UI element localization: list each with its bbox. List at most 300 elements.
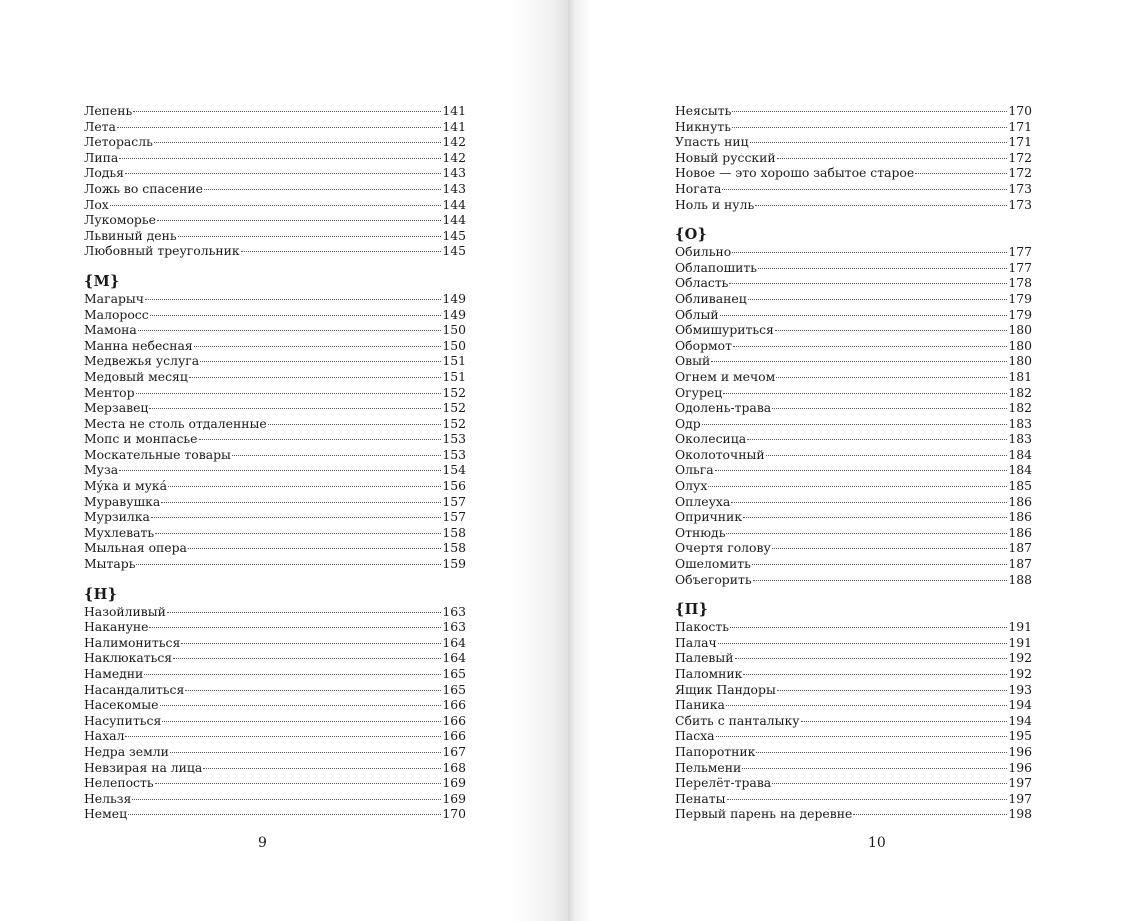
entry-term: Область xyxy=(675,275,729,291)
dot-leader xyxy=(772,408,1007,409)
entry-term: Сбить с панталыку xyxy=(675,712,800,728)
entry-term: Нелепость xyxy=(84,775,154,791)
entry-term: Пакость xyxy=(675,619,729,635)
entry-term: Очертя голову xyxy=(675,540,771,556)
entry-term: Мытарь xyxy=(84,556,136,572)
dot-leader xyxy=(155,783,442,784)
entry-term: Папоротник xyxy=(675,743,756,759)
dot-leader xyxy=(117,127,441,128)
index-group xyxy=(84,103,466,259)
dot-leader xyxy=(715,470,1008,471)
dot-leader xyxy=(748,299,1008,300)
entry-page-number: 142 xyxy=(442,149,466,165)
index-group xyxy=(675,601,1032,822)
index-entry xyxy=(84,728,466,744)
section-letter-heading: {Н} xyxy=(84,585,118,603)
index-entry xyxy=(84,744,466,760)
entry-term: Олух xyxy=(675,478,708,494)
index-group xyxy=(84,586,466,822)
entry-page-number: 142 xyxy=(442,134,466,150)
entry-page-number: 180 xyxy=(1008,353,1032,369)
index-entry xyxy=(84,181,466,197)
entry-page-number: 186 xyxy=(1008,509,1032,525)
index-entry xyxy=(675,744,1032,760)
entry-page-number: 179 xyxy=(1008,290,1032,306)
index-entry xyxy=(84,338,466,354)
entry-page-number: 191 xyxy=(1008,634,1032,650)
entry-page-number: 149 xyxy=(442,306,466,322)
index-entry xyxy=(675,572,1032,588)
entry-page-number: 163 xyxy=(442,619,466,635)
index-entry xyxy=(84,385,466,401)
entry-page-number: 166 xyxy=(442,728,466,744)
dot-leader xyxy=(735,658,1008,659)
dot-leader xyxy=(194,346,442,347)
dot-leader xyxy=(199,439,442,440)
entry-term: Назойливый xyxy=(84,603,166,619)
entry-term: Львиный день xyxy=(84,227,177,243)
entry-term: Объегорить xyxy=(675,571,752,587)
dot-leader xyxy=(119,158,441,159)
entry-page-number: 182 xyxy=(1008,384,1032,400)
entry-term: Околоточный xyxy=(675,446,765,462)
entry-page-number: 180 xyxy=(1008,322,1032,338)
entry-page-number: 158 xyxy=(442,524,466,540)
entry-page-number: 186 xyxy=(1008,524,1032,540)
index-entry xyxy=(675,697,1032,713)
dot-leader xyxy=(718,643,1008,644)
dot-leader xyxy=(145,299,441,300)
entry-term: Ногата xyxy=(675,180,722,196)
entry-page-number: 196 xyxy=(1008,759,1032,775)
dot-leader xyxy=(702,424,1008,425)
entry-page-number: 193 xyxy=(1008,681,1032,697)
index-entry xyxy=(675,119,1032,135)
index-entry xyxy=(84,431,466,447)
entry-page-number: 164 xyxy=(442,634,466,650)
index-entry xyxy=(675,635,1032,651)
dot-leader xyxy=(150,315,442,316)
index-entry xyxy=(84,447,466,463)
entry-page-number: 168 xyxy=(442,759,466,775)
entry-term: Липа xyxy=(84,149,119,165)
dot-leader xyxy=(720,315,1008,316)
dot-leader xyxy=(730,627,1007,628)
entry-term: Лета xyxy=(84,118,116,134)
index-group xyxy=(84,273,466,572)
entry-page-number: 194 xyxy=(1008,697,1032,713)
entry-page-number: 169 xyxy=(442,775,466,791)
index-entry xyxy=(84,682,466,698)
index-entry xyxy=(675,400,1032,416)
index-entry xyxy=(84,291,466,307)
entry-term: Муравушка xyxy=(84,493,161,509)
index-entry xyxy=(84,540,466,556)
dot-leader xyxy=(915,173,1007,174)
entry-page-number: 185 xyxy=(1008,478,1032,494)
dot-leader xyxy=(173,658,441,659)
entry-page-number: 150 xyxy=(442,337,466,353)
dot-leader xyxy=(801,721,1008,722)
index-group xyxy=(675,103,1032,212)
index-entry xyxy=(675,275,1032,291)
entry-term: Палач xyxy=(675,634,717,650)
dot-leader xyxy=(777,158,1008,159)
entry-page-number: 145 xyxy=(442,243,466,259)
entry-page-number: 194 xyxy=(1008,712,1032,728)
dot-leader xyxy=(731,502,1007,503)
index-entry xyxy=(84,462,466,478)
index-group xyxy=(675,226,1032,587)
entry-page-number: 171 xyxy=(1008,118,1032,134)
index-entry xyxy=(84,650,466,666)
dot-leader xyxy=(167,612,441,613)
entry-page-number: 184 xyxy=(1008,462,1032,478)
dot-leader xyxy=(756,752,1007,753)
entry-page-number: 187 xyxy=(1008,540,1032,556)
entry-page-number: 143 xyxy=(442,180,466,196)
index-entry xyxy=(675,775,1032,791)
index-entry xyxy=(84,556,466,572)
entry-term: Насандалиться xyxy=(84,681,185,697)
dot-leader xyxy=(181,643,441,644)
dot-leader xyxy=(133,111,441,112)
index-entry xyxy=(84,713,466,729)
entry-term: Мурзилка xyxy=(84,509,150,525)
entry-term: Обормот xyxy=(675,337,732,353)
entry-term: Недра земли xyxy=(84,743,169,759)
dot-leader xyxy=(722,189,1007,190)
entry-page-number: 157 xyxy=(442,493,466,509)
dot-leader xyxy=(766,455,1008,456)
entry-page-number: 166 xyxy=(442,712,466,728)
entry-term: Магарыч xyxy=(84,290,144,306)
dot-leader xyxy=(776,377,1007,378)
index-entry xyxy=(675,682,1032,698)
index-entry xyxy=(675,650,1032,666)
dot-leader xyxy=(753,580,1008,581)
index-entry xyxy=(84,494,466,510)
entry-page-number: 165 xyxy=(442,681,466,697)
dot-leader xyxy=(853,814,1007,815)
right-page xyxy=(568,0,1143,921)
index-entry xyxy=(84,103,466,119)
index-entry xyxy=(84,243,466,259)
entry-term: Муза xyxy=(84,462,119,478)
left-page xyxy=(0,0,568,921)
left-page-number: 9 xyxy=(258,835,267,851)
index-entry xyxy=(675,353,1032,369)
entry-term: Обливанец xyxy=(675,290,747,306)
entry-page-number: 152 xyxy=(442,400,466,416)
index-entry xyxy=(675,509,1032,525)
dot-leader xyxy=(723,393,1007,394)
entry-term: Одр xyxy=(675,415,701,431)
section-letter-heading: {М} xyxy=(84,272,120,290)
dot-leader xyxy=(772,783,1007,784)
index-entry xyxy=(675,431,1032,447)
dot-leader xyxy=(241,251,442,252)
entry-page-number: 172 xyxy=(1008,165,1032,181)
index-entry xyxy=(675,291,1032,307)
section-letter-heading: {П} xyxy=(675,601,709,619)
dot-leader xyxy=(119,470,441,471)
dot-leader xyxy=(732,127,1007,128)
index-entry xyxy=(675,619,1032,635)
index-entry xyxy=(84,353,466,369)
index-entry xyxy=(675,165,1032,181)
index-entry xyxy=(675,338,1032,354)
index-entry xyxy=(675,556,1032,572)
entry-term: Обильно xyxy=(675,244,732,260)
entry-term: Ложь во спасение xyxy=(84,180,203,196)
dot-leader xyxy=(189,377,442,378)
dot-leader xyxy=(125,736,441,737)
entry-page-number: 184 xyxy=(1008,446,1032,462)
entry-page-number: 141 xyxy=(442,103,466,118)
entry-page-number: 182 xyxy=(1008,400,1032,416)
dot-leader xyxy=(755,205,1007,206)
dot-leader xyxy=(743,517,1007,518)
entry-page-number: 151 xyxy=(442,368,466,384)
index-entry xyxy=(84,165,466,181)
entry-term: Наклюкаться xyxy=(84,650,173,666)
entry-term: Околесица xyxy=(675,431,747,447)
entry-page-number: 195 xyxy=(1008,728,1032,744)
index-entry xyxy=(675,540,1032,556)
dot-leader xyxy=(203,768,441,769)
entry-term: Мыльная опера xyxy=(84,540,187,556)
left-index-column xyxy=(84,103,466,822)
entry-term: Новый русский xyxy=(675,149,776,165)
index-entry xyxy=(84,525,466,541)
entry-page-number: 152 xyxy=(442,415,466,431)
index-entry xyxy=(675,494,1032,510)
entry-term: Лох xyxy=(84,196,109,212)
index-entry xyxy=(675,666,1032,682)
entry-page-number: 145 xyxy=(442,227,466,243)
entry-term: Ящик Пандоры xyxy=(675,681,776,697)
dot-leader xyxy=(727,799,1008,800)
entry-page-number: 183 xyxy=(1008,415,1032,431)
index-entry xyxy=(675,134,1032,150)
dot-leader xyxy=(716,736,1008,737)
entry-term: Отнюдь xyxy=(675,524,726,540)
index-entry xyxy=(84,666,466,682)
entry-page-number: 166 xyxy=(442,697,466,713)
dot-leader xyxy=(161,502,441,503)
entry-page-number: 141 xyxy=(442,118,466,134)
dot-leader xyxy=(185,690,441,691)
entry-term: Места не столь отдаленные xyxy=(84,415,267,431)
index-entry xyxy=(675,416,1032,432)
right-index-column xyxy=(675,103,1032,822)
dot-leader xyxy=(157,220,441,221)
entry-page-number: 178 xyxy=(1008,275,1032,291)
entry-page-number: 173 xyxy=(1008,196,1032,212)
entry-term: Немец xyxy=(84,806,128,822)
entry-term: Медвежья услуга xyxy=(84,353,200,369)
dot-leader xyxy=(726,533,1007,534)
dot-leader xyxy=(110,205,442,206)
entry-page-number: 163 xyxy=(442,603,466,619)
index-entry xyxy=(84,604,466,620)
section-letter-heading: {О} xyxy=(675,226,708,244)
dot-leader xyxy=(138,330,442,331)
entry-page-number: 153 xyxy=(442,446,466,462)
dot-leader xyxy=(144,674,441,675)
entry-page-number: 180 xyxy=(1008,337,1032,353)
entry-term: Паника xyxy=(675,697,725,713)
index-entry xyxy=(675,728,1032,744)
entry-term: Облый xyxy=(675,306,719,322)
dot-leader xyxy=(162,721,441,722)
index-entry xyxy=(84,400,466,416)
entry-term: Мамона xyxy=(84,322,137,338)
entry-term: Ноль и нуль xyxy=(675,196,755,212)
entry-term: Паломник xyxy=(675,666,743,681)
index-entry xyxy=(675,478,1032,494)
dot-leader xyxy=(200,361,441,362)
dot-leader xyxy=(772,548,1008,549)
entry-page-number: 198 xyxy=(1008,806,1032,822)
index-entry xyxy=(675,713,1032,729)
entry-page-number: 186 xyxy=(1008,493,1032,509)
dot-leader xyxy=(149,408,441,409)
index-entry xyxy=(84,369,466,385)
entry-page-number: 151 xyxy=(442,353,466,369)
entry-page-number: 179 xyxy=(1008,306,1032,322)
entry-page-number: 191 xyxy=(1008,619,1032,635)
index-entry xyxy=(675,260,1032,276)
dot-leader xyxy=(232,455,441,456)
entry-term: Опричник xyxy=(675,509,743,525)
entry-page-number: 177 xyxy=(1008,244,1032,260)
index-entry xyxy=(84,228,466,244)
dot-leader xyxy=(149,627,441,628)
entry-term: Обмишуриться xyxy=(675,322,774,338)
entry-term: Огурец xyxy=(675,384,723,400)
index-entry xyxy=(675,462,1032,478)
index-entry xyxy=(84,416,466,432)
entry-term: Насупиться xyxy=(84,712,162,728)
entry-term: Пенаты xyxy=(675,790,726,806)
entry-page-number: 172 xyxy=(1008,149,1032,165)
entry-term: Лепень xyxy=(84,103,133,118)
entry-page-number: 158 xyxy=(442,540,466,556)
index-entry xyxy=(675,244,1032,260)
entry-term: Лукоморье xyxy=(84,212,156,228)
dot-leader xyxy=(178,236,442,237)
index-entry xyxy=(675,760,1032,776)
dot-leader xyxy=(154,142,441,143)
entry-term: Налимониться xyxy=(84,634,181,650)
entry-page-number: 177 xyxy=(1008,259,1032,275)
index-entry xyxy=(675,307,1032,323)
index-entry xyxy=(675,150,1032,166)
index-entry xyxy=(675,369,1032,385)
entry-page-number: 187 xyxy=(1008,556,1032,572)
entry-term: Облапошить xyxy=(675,259,757,275)
index-entry xyxy=(84,791,466,807)
entry-term: Одолень-трава xyxy=(675,400,772,416)
entry-term: Ольга xyxy=(675,462,714,478)
entry-term: Ошеломить xyxy=(675,556,751,572)
entry-term: Палевый xyxy=(675,650,734,666)
dot-leader xyxy=(777,690,1008,691)
entry-term: Первый парень на деревне xyxy=(675,806,853,822)
entry-term: Любовный треугольник xyxy=(84,243,240,259)
dot-leader xyxy=(729,283,1007,284)
entry-term: Медовый месяц xyxy=(84,368,188,384)
entry-term: Пасха xyxy=(675,728,715,744)
dot-leader xyxy=(747,439,1007,440)
dot-leader xyxy=(132,799,441,800)
dot-leader xyxy=(758,268,1007,269)
entry-page-number: 156 xyxy=(442,478,466,494)
index-entry xyxy=(84,635,466,651)
entry-term: Никнуть xyxy=(675,118,731,134)
entry-page-number: 143 xyxy=(442,165,466,181)
index-entry xyxy=(84,509,466,525)
dot-leader xyxy=(136,393,442,394)
dot-leader xyxy=(168,486,441,487)
entry-term: Пельмени xyxy=(675,759,742,775)
entry-term: Овый xyxy=(675,353,711,369)
entry-term: Леторасль xyxy=(84,134,153,150)
entry-page-number: 144 xyxy=(442,196,466,212)
entry-page-number: 154 xyxy=(442,462,466,478)
entry-page-number: 181 xyxy=(1008,368,1032,384)
index-entry xyxy=(675,525,1032,541)
dot-leader xyxy=(742,768,1007,769)
dot-leader xyxy=(136,564,441,565)
dot-leader xyxy=(743,674,1007,675)
entry-page-number: 171 xyxy=(1008,134,1032,150)
dot-leader xyxy=(268,424,442,425)
entry-term: Намедни xyxy=(84,666,144,681)
entry-term: Упасть ниц xyxy=(675,134,749,150)
index-entry xyxy=(84,697,466,713)
index-entry xyxy=(675,103,1032,119)
entry-page-number: 153 xyxy=(442,431,466,447)
index-entry xyxy=(84,119,466,135)
entry-term: Насекомые xyxy=(84,697,159,713)
entry-page-number: 192 xyxy=(1008,666,1032,681)
entry-term: Огнем и мечом xyxy=(675,368,776,384)
entry-page-number: 183 xyxy=(1008,431,1032,447)
dot-leader xyxy=(733,346,1007,347)
entry-page-number: 197 xyxy=(1008,775,1032,791)
entry-page-number: 150 xyxy=(442,322,466,338)
entry-page-number: 164 xyxy=(442,650,466,666)
entry-term: Манна небесная xyxy=(84,337,193,353)
entry-term: Неясыть xyxy=(675,103,732,118)
right-page-number: 10 xyxy=(868,835,886,851)
index-entry xyxy=(84,197,466,213)
entry-term: Малоросс xyxy=(84,306,149,322)
index-entry xyxy=(675,181,1032,197)
entry-page-number: 157 xyxy=(442,509,466,525)
index-entry xyxy=(84,806,466,822)
dot-leader xyxy=(188,548,441,549)
dot-leader xyxy=(204,189,441,190)
entry-page-number: 144 xyxy=(442,212,466,228)
index-entry xyxy=(675,791,1032,807)
entry-term: Перелёт-трава xyxy=(675,775,772,791)
entry-term: Новое — это хорошо забытое старое xyxy=(675,165,915,181)
entry-page-number: 165 xyxy=(442,666,466,681)
